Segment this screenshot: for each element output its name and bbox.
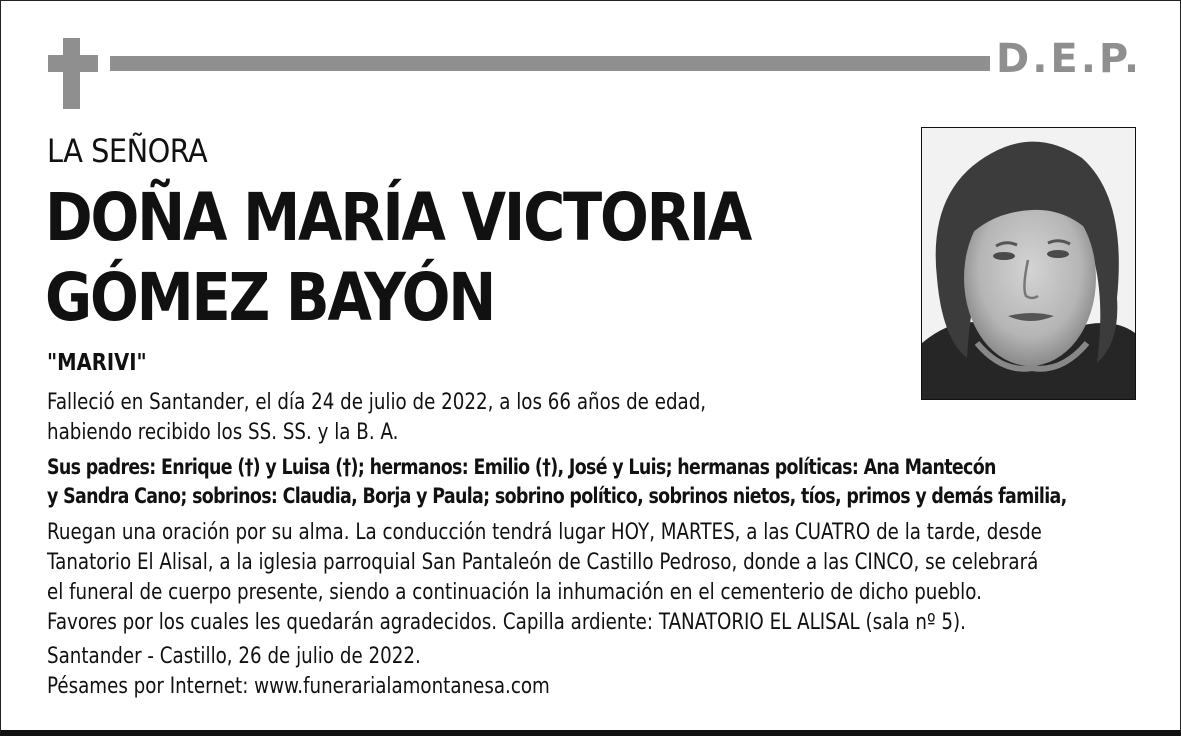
family-list bbox=[47, 453, 1067, 511]
service-line: Ruegan una oración por su alma. La conducción tendrá lugar HOY, MARTES, a las CUATRO de la tarde, desde bbox=[47, 520, 1042, 545]
honorific: LA SEÑORA bbox=[47, 132, 208, 170]
portrait-image bbox=[922, 128, 1135, 399]
service-details bbox=[47, 518, 1042, 638]
condolences-link: Pésames por Internet: www.funerarialamontanesa.com bbox=[47, 674, 550, 699]
nickname: "MARIVI" bbox=[47, 350, 147, 376]
deceased-name-line1: DOÑA MARÍA VICTORIA bbox=[45, 179, 751, 256]
dep-label: D.E.P. bbox=[996, 36, 1143, 82]
header-rule bbox=[110, 56, 990, 71]
family-line: Sus padres: Enrique (†) y Luisa (†); hermanos: Emilio (†), José y Luis; hermanas políticas: Ana Mantecón bbox=[47, 455, 996, 479]
cross-icon bbox=[63, 38, 80, 109]
portrait-photo bbox=[921, 127, 1136, 400]
death-line: habiendo recibido los SS. SS. y la B. A. bbox=[47, 420, 399, 445]
closing bbox=[47, 642, 550, 702]
deceased-name-line2: GÓMEZ BAYÓN bbox=[45, 259, 495, 336]
service-line: Tanatorio El Alisal, a la iglesia parroquial San Pantaleón de Castillo Pedroso, donde a las CINCO, se celebrará bbox=[47, 550, 1039, 575]
place-date: Santander - Castillo, 26 de julio de 2022. bbox=[47, 644, 421, 669]
service-line: el funeral de cuerpo presente, siendo a continuación la inhumación en el cementerio de dicho pueblo. bbox=[47, 580, 982, 605]
cross-icon-bar bbox=[48, 55, 98, 72]
death-notice bbox=[47, 388, 706, 448]
death-line: Falleció en Santander, el día 24 de julio de 2022, a los 66 años de edad, bbox=[47, 390, 707, 415]
deceased-name bbox=[45, 178, 750, 338]
family-line: y Sandra Cano; sobrinos: Claudia, Borja y Paula; sobrino político, sobrinos nietos, tíos, primos y demás familia, bbox=[47, 484, 1067, 508]
service-line: Favores por los cuales les quedarán agradecidos. Capilla ardiente: TANATORIO EL ALISAL (sala nº 5). bbox=[47, 610, 966, 635]
